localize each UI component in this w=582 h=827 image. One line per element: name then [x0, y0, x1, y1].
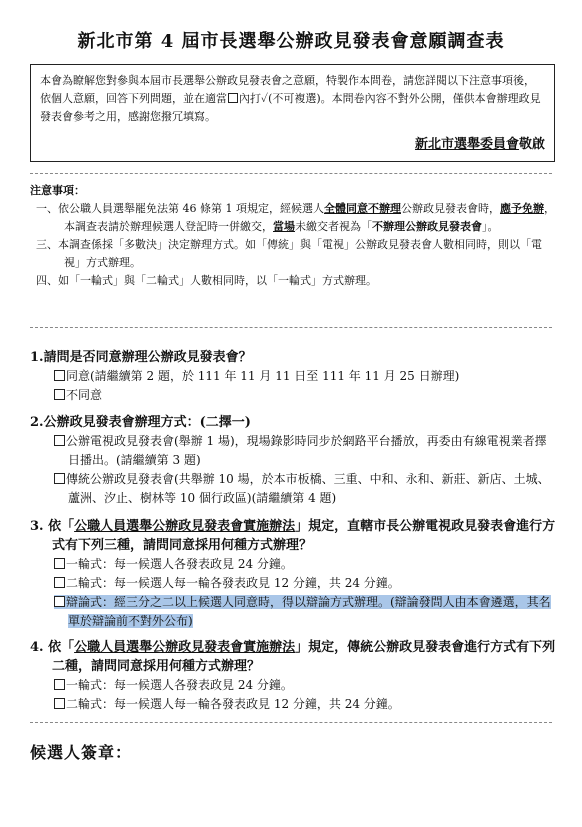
note-item-4: 四、如「一輪式」與「二輪式」人數相同時，以「一輪式」方式辦理。 — [36, 274, 377, 287]
notice-signature — [415, 136, 545, 154]
q4-option-two-round[interactable]: 二輪式：每一候選人每一輪各發表政見 12 分鐘，共 24 分鐘。 — [30, 695, 558, 714]
divider — [30, 327, 552, 328]
checkbox-icon[interactable] — [54, 370, 65, 381]
q3-option-one-round[interactable]: 一輪式：每一候選人各發表政見 24 分鐘。 — [30, 555, 558, 574]
checkbox-icon[interactable] — [54, 698, 65, 709]
question-1-title: 1.請問是否同意辦理公辦政見發表會？ — [30, 350, 252, 365]
checkbox-icon[interactable] — [54, 389, 65, 400]
notice-box — [30, 64, 555, 162]
q2-option-tv[interactable]: 公辦電視政見發表會(舉辦 1 場)，現場錄影時同步於網路平台播放，再委由有線電視業者擇日播出。(請繼續第 3 題) — [30, 432, 558, 470]
form-title: 新北市第 4 屆市長選舉公辦政見發表會意願調查表 — [77, 31, 505, 52]
notes-heading: 注意事項： — [30, 184, 85, 197]
notes-section — [30, 182, 555, 290]
q3-option-two-round[interactable]: 二輪式：每一候選人每一輪各發表政見 12 分鐘，共 24 分鐘。 — [30, 574, 558, 593]
note-item-1: 一、依公職人員選舉罷免法第 46 條第 1 項規定，經候選人全體同意不辦理公辦政見發表會時，應予免辦，本調查表請於辦理候選人登記時一併繳交，當場未繳交者視為「不辦理公辦政見發表會」。 — [36, 202, 555, 233]
divider — [30, 722, 552, 723]
checkbox-sample-icon — [228, 93, 238, 103]
question-4-title: 4. 依「公職人員選舉公辦政見發表會實施辦法」規定，傳統公辦政見發表會進行方式有下列二種，請問同意採用何種方式辦理？ — [30, 640, 556, 674]
notice-text-2: 內打✓(不可複選)。本問卷內容不對外公開，僅供本會辦理政見發表會參考之用，感謝您撥冗填寫。 — [40, 92, 541, 123]
checkbox-icon[interactable] — [54, 435, 65, 446]
divider — [30, 173, 552, 174]
checkbox-icon[interactable] — [54, 473, 65, 484]
checkbox-icon[interactable] — [54, 679, 65, 690]
q3-option-debate[interactable]: 辯論式：經三分之二以上候選人同意時，得以辯論方式辦理。(辯論發問人由本會遴選，其名單於辯論前不對外公布) — [30, 593, 558, 631]
q1-option-agree[interactable]: 同意(請繼續第 2 題，於 111 年 11 月 11 日至 111 年 11 月 25 日辦理) — [30, 367, 558, 386]
question-2 — [30, 413, 558, 508]
question-3 — [30, 517, 558, 631]
question-3-title: 3. 依「公職人員選舉公辦政見發表會實施辦法」規定，直轄市長公辦電視政見發表會進行方式有下列三種，請問同意採用何種方式辦理？ — [30, 519, 556, 553]
checkbox-icon[interactable] — [54, 577, 65, 588]
signature-label: 候選人簽章： — [30, 743, 133, 762]
q4-option-one-round[interactable]: 一輪式：每一候選人各發表政見 24 分鐘。 — [30, 676, 558, 695]
question-4 — [30, 638, 558, 714]
question-1 — [30, 348, 558, 405]
q2-option-traditional[interactable]: 傳統公辦政見發表會(共舉辦 10 場，於本市板橋、三重、中和、永和、新莊、新店、土城、蘆洲、汐止、樹林等 10 個行政區)(請繼續第 4 題) — [30, 470, 558, 508]
q1-option-disagree[interactable]: 不同意 — [30, 386, 558, 405]
checkbox-icon[interactable] — [54, 596, 65, 607]
checkbox-icon[interactable] — [54, 558, 65, 569]
notice-text-1: 本會為瞭解您對參與本屆市長選舉公辦政見發表會之意願，特製作本問卷，請您詳閱以下注意事項後，依個人意願，回答下列問題，並在適當 — [40, 74, 535, 105]
signature-org: 新北市選舉委員會 — [414, 137, 519, 152]
note-item-3: 三、本調查係採「多數決」決定辦理方式。如「傳統」與「電視」公辦政見發表會人數相同時，則以「電視」方式辦理。 — [36, 238, 542, 269]
signature-tail: 敬啟 — [518, 137, 545, 152]
question-2-title: 2.公辦政見發表會辦理方式：(二擇一) — [30, 415, 251, 430]
